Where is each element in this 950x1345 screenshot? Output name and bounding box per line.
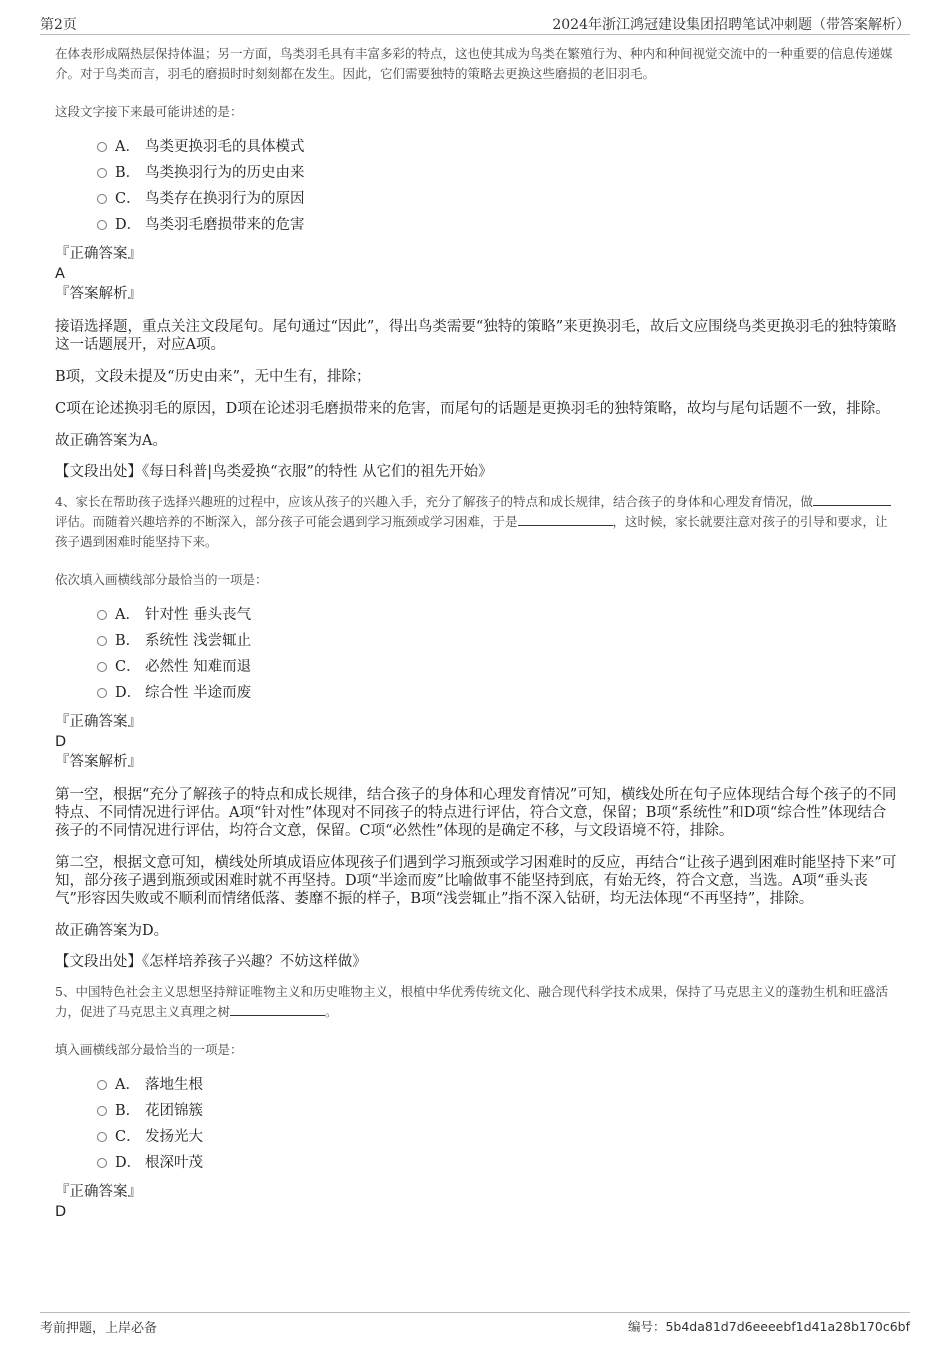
q3-option-d[interactable]: D． 鸟类羽毛磨损带来的危害 (97, 212, 900, 238)
q3-source: 【文段出处】《每日科普|鸟类爱换“衣服”的特性 从它们的祖先开始》 (55, 464, 493, 480)
footer-slogan: 考前押题，上岸必备 (40, 1321, 158, 1336)
q4-answer-label: 『正确答案』 (55, 714, 142, 730)
q4-option-d[interactable]: D． 综合性 半途而废 (97, 680, 900, 706)
q5-answer: D (55, 1204, 67, 1220)
radio-icon[interactable] (97, 194, 107, 204)
radio-icon[interactable] (97, 610, 107, 620)
q5-stem: 5、中国特色社会主义思想坚持辩证唯物主义和历史唯物主义，根植中华优秀传统文化、融合现代科学技术成果，保持了马克思主义的蓬勃生机和旺盛活力，促进了马克思主义真理之树 。 (55, 984, 888, 1019)
blank-2 (518, 513, 613, 526)
q3-analysis-p4: 故正确答案为A。 (55, 433, 167, 449)
q4-options (97, 602, 900, 706)
q5-option-b[interactable]: B． 花团锦簇 (97, 1098, 900, 1124)
radio-icon[interactable] (97, 220, 107, 230)
q4-prompt: 依次填入画横线部分最恰当的一项是： (55, 572, 268, 587)
q4-option-b[interactable]: B． 系统性 浅尝辄止 (97, 628, 900, 654)
q5-prompt: 填入画横线部分最恰当的一项是： (55, 1042, 243, 1057)
page-number: 第2页 (40, 17, 77, 33)
q5-option-a[interactable]: A． 落地生根 (97, 1072, 900, 1098)
radio-icon[interactable] (97, 688, 107, 698)
radio-icon[interactable] (97, 636, 107, 646)
q5-answer-label: 『正确答案』 (55, 1184, 142, 1200)
q5-option-d[interactable]: D． 根深叶茂 (97, 1150, 900, 1176)
q3-answer: A (55, 266, 65, 282)
q4-option-a[interactable]: A． 针对性 垂头丧气 (97, 602, 900, 628)
q3-option-b[interactable]: B． 鸟类换羽行为的历史由来 (97, 160, 900, 186)
q5-options (97, 1072, 900, 1176)
page-footer (40, 1312, 910, 1337)
document-body (55, 44, 900, 1222)
document-title: 2024年浙江鸿冠建设集团招聘笔试冲刺题（带答案解析） (552, 17, 910, 33)
q3-analysis-p2: B项，文段未提及“历史由来”，无中生有，排除； (55, 369, 371, 385)
q4-analysis-p2: 第二空，根据文意可知，横线处所填成语应体现孩子们遇到学习瓶颈或学习困难时的反应，再结合“让孩子遇到困难时能坚持下来”可知，部分孩子遇到瓶颈或困难时就不再坚持。D项“半途而废”比喻做事不能坚持到底，有始无终，符合文意，当选。A项“垂头丧气”形容因失败或不顺利而情绪低落、萎靡不振的样子，B项“浅尝辄止”指不深入钻研，均无法体现“不再坚持”，排除。 (55, 855, 897, 907)
blank-1 (813, 493, 891, 506)
q5-option-c[interactable]: C． 发扬光大 (97, 1124, 900, 1150)
q3-analysis-label: 『答案解析』 (55, 286, 142, 302)
q3-options (97, 134, 900, 238)
q3-option-a[interactable]: A． 鸟类更换羽毛的具体模式 (97, 134, 900, 160)
radio-icon[interactable] (97, 1106, 107, 1116)
q4-stem: 4、家长在帮助孩子选择兴趣班的过程中，应该从孩子的兴趣入手，充分了解孩子的特点和成长规律，结合孩子的身体和心理发育情况，做评估。而随着兴趣培养的不断深入，部分孩子可能会遇到学习瓶颈或学习困难，于是 ，这时候，家长就要注意对孩子的引导和要求，让孩子遇到困难时能坚持下来。 (55, 492, 900, 552)
q4-analysis-p1: 第一空，根据“充分了解孩子的特点和成长规律，结合孩子的身体和心理发育情况”可知，横线处所在句子应体现结合每个孩子的不同特点、不同情况进行评估。A项“针对性”体现对不同孩子的特点进行评估，符合文意，保留；B项“系统性”和D项“综合性”体现结合孩子的不同情况进行评估，均符合文意，保留。C项“必然性”体现的是确定不移，与文段语境不符，排除。 (55, 787, 897, 839)
q4-answer: D (55, 734, 67, 750)
radio-icon[interactable] (97, 662, 107, 672)
document-id: 编号：5b4da81d7d6eeeebf1d41a28b170c6bf (627, 1319, 910, 1334)
q4-analysis-p3: 故正确答案为D。 (55, 923, 169, 939)
radio-icon[interactable] (97, 142, 107, 152)
radio-icon[interactable] (97, 1080, 107, 1090)
q3-analysis-p3: C项在论述换羽毛的原因，D项在论述羽毛磨损带来的危害，而尾句的话题是更换羽毛的独特策略，故均与尾句话题不一致，排除。 (55, 401, 890, 417)
q4-analysis-label: 『答案解析』 (55, 754, 142, 770)
q3-answer-label: 『正确答案』 (55, 246, 142, 262)
q3-prompt: 这段文字接下来最可能讲述的是： (55, 104, 243, 119)
radio-icon[interactable] (97, 1132, 107, 1142)
radio-icon[interactable] (97, 1158, 107, 1168)
radio-icon[interactable] (97, 168, 107, 178)
q4-option-c[interactable]: C． 必然性 知难而退 (97, 654, 900, 680)
q4-source: 【文段出处】《怎样培养孩子兴趣？不妨这样做》 (55, 954, 367, 970)
q3-analysis-p1: 接语选择题，重点关注文段尾句。尾句通过“因此”，得出鸟类需要“独特的策略”来更换羽毛，故后文应围绕鸟类更换羽毛的独特策略这一话题展开，对应A项。 (55, 319, 897, 353)
q3-passage: 在体表形成隔热层保持体温；另一方面，鸟类羽毛具有丰富多彩的特点，这也使其成为鸟类在繁殖行为、种内和种间视觉交流中的一种重要的信息传递媒介。对于鸟类而言，羽毛的磨损时时刻刻都在发生。因此，它们需要独特的策略去更换这些磨损的老旧羽毛。 (55, 46, 893, 81)
page-header (40, 12, 910, 35)
blank-3 (230, 1003, 325, 1016)
q3-option-c[interactable]: C． 鸟类存在换羽行为的原因 (97, 186, 900, 212)
